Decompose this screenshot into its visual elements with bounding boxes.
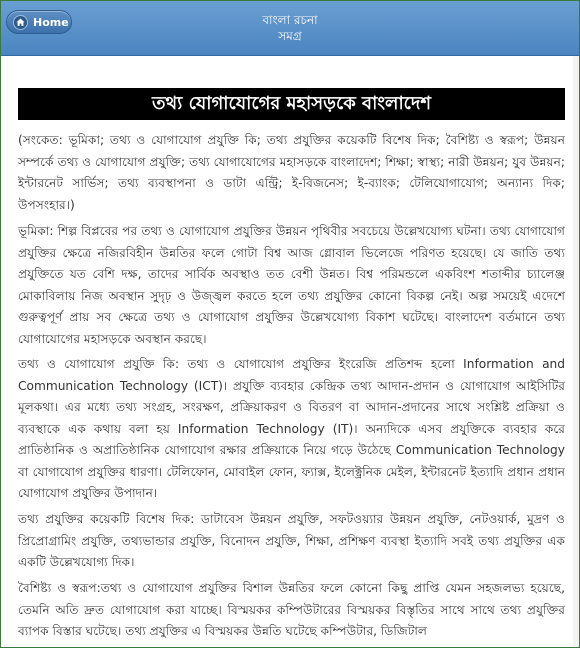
home-button-label: Home	[33, 15, 69, 29]
paragraph-features: বৈশিষ্ট্য ও স্বরূপ:তথ্য ও যোগাযোগ প্রযুক্তির বিশাল উন্নতির ফলে কোনো কিছু প্রাপ্তি যেমন সহজলভ্য হয়েছে, তেমনি অতি দ্রুত যোগাযোগ করা যাচ্ছে। বিস্ময়কর কম্পিউটারের বিস্ময়কর বিস্তৃতির সাথে সাথে তথ্য প্রযুক্তির ব্যাপক বিস্তার ঘটেছে। তথ্য প্রযুক্তির এ বিস্ময়কর উন্নতি ঘটেছে কম্পিউটার, ডিজিটাল	[18, 581, 565, 638]
article-title: তথ্য যোগাযোগের মহাসড়কে বাংলাদেশ	[18, 88, 565, 120]
header-title-line1: বাংলা রচনা	[262, 13, 318, 27]
header-title	[1, 12, 579, 44]
paragraph-outline: (সংকেত: ভূমিকা; তথ্য ও যোগাযোগ প্রযুক্তি কি; তথ্য প্রযুক্তির কয়েকটি বিশেষ দিক; বৈশিষ্ট্য ও স্বরূপ; উন্নয়ন সম্পর্কে তথ্য ও যোগাযোগ প্রযুক্তি; তথ্য যোগাযোগের মহাসড়কে বাংলাদেশ; শিক্ষা; স্বাস্থ্য; নারী উন্নয়ন; যুব উন্নয়ন; ইন্টারনেট সার্ভিস; তথ্য ব্যবস্থাপনা ও ডাটা এন্ট্রি; ই-বিজনেস; ই-ব্যাংক; টেলিযোগাযোগ; অন্যান্য দিক; উপসংহার।)	[18, 133, 565, 212]
header-title-line2: সমগ্র	[278, 29, 302, 43]
paragraph-it-aspects: তথ্য প্রযুক্তির কয়েকটি বিশেষ দিক: ডাটাবেস উন্নয়ন প্রযুক্তি, সফটওয়্যার উন্নয়ন প্রযুক্তি, নেটওয়ার্ক, মুদ্রণ ও প্রিপ্রোগ্রামিং প্রযুক্তি, তথ্যভান্ডার প্রযুক্তি, বিনোদন প্রযুক্তি, শিক্ষা, প্রশিক্ষণ ব্যবস্থা ইত্যাদি সবই তথ্য প্রযুক্তির এক একটি উল্লেখযোগ্য দিক।	[18, 512, 565, 569]
paragraph-introduction: ভূমিকা: শিল্প বিপ্লবের পর তথ্য ও যোগাযোগ প্রযুক্তির উন্নয়ন পৃথিবীর সবচেয়ে উল্লেখযোগ্য ঘটনা। তথ্য যোগাযোগ প্রযুক্তির ক্ষেত্রে নজিরবিহীন উন্নতির ফলে গোটা বিশ্ব আজ গ্লোবাল ভিলেজে পরিণত হয়েছে। যে জাতি তথ্য প্রযুক্তিতে যত বেশি দক্ষ, তাদের সার্বিক অবস্থাও তত বেশী উন্নত। বিশ্ব পরিমন্ডলে একবিংশ শতাব্দীর চ্যালেঞ্জ মোকাবিলায় নিজ অবস্থান সুদৃঢ় ও উজ্জ্বল করতে হলে তথ্য প্রযুক্তির কোনো বিকল্প নেই। অল্প সময়েই এদেশে গুরুত্বপূর্ণ প্রায় সব ক্ষেত্রে তথ্য ও যোগাযোগ প্রযুক্তির উল্লেখযোগ্য বিকাশ ঘটেছে। বাংলাদেশ বর্তমানে তথ্য যোগাযোগের মহাসড়কে অবস্থান করছে।	[18, 224, 565, 346]
paragraph-what-is-ict: তথ্য ও যোগাযোগ প্রযুক্তি কি: তথ্য ও যোগাযোগ প্রযুক্তির ইংরেজি প্রতিশব্দ হলো Information and Communication Technology (ICT)। প্রযুক্তি ব্যবহার কেন্দ্রিক তথ্য আদান-প্রদান ও যোগাযোগ আইসিটির মূলকথা। এর মধ্যে তথ্য সংগ্রহ, সংরক্ষণ, প্রক্রিয়াকরণ ও বিতরণ বা আদান-প্রদানের সাথে সংশ্লিষ্ট প্রক্রিয়া ও ব্যবস্থাকে এক কথায় বলা হয় Information Technology (IT)। অন্যদিকে এসব প্রযুক্তিকে ব্যবহার করে প্রাতিষ্ঠানিক ও অপ্রাতিষ্ঠানিক যোগাযোগ রক্ষার প্রক্রিয়াকে নিয়ে গড়ে উঠেছে Communication Technology বা যোগাযোগ প্রযুক্তির ধারণা। টেলিফোন, মোবাইল ফোন, ফ্যাক্স, ইলেক্ট্রনিক মেইল, ইন্টারনেট ইত্যাদি প্রধান প্রধান যোগাযোগ প্রযুক্তির উপাদান।	[18, 357, 565, 500]
scrollbar[interactable]	[573, 56, 579, 647]
app-header	[1, 1, 579, 56]
article-content	[1, 56, 579, 647]
